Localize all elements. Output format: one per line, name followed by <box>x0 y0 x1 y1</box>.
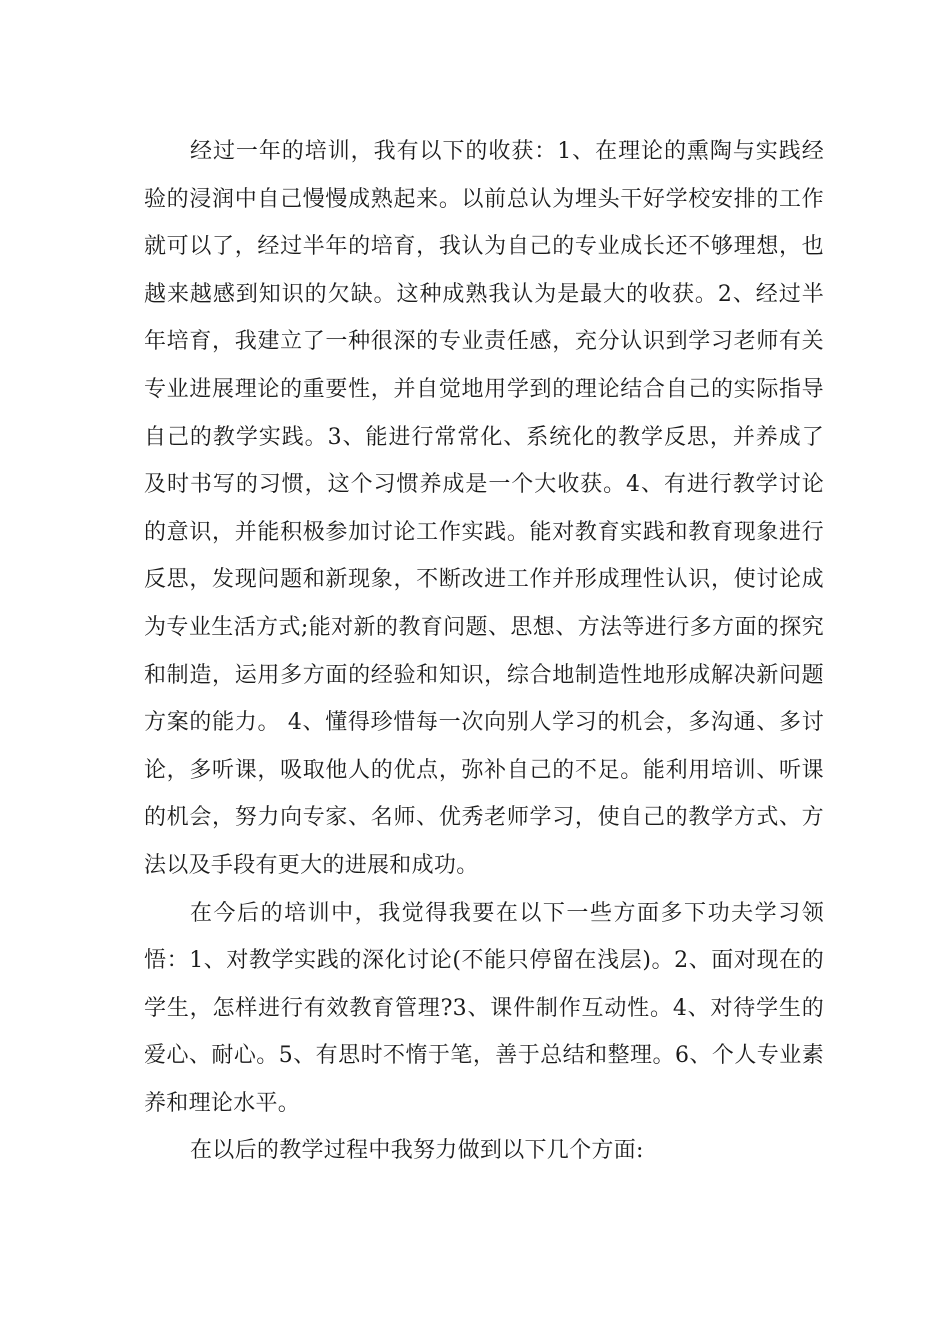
paragraph-future-training: 在今后的培训中，我觉得我要在以下一些方面多下功夫学习领悟：1、对教学实践的深化讨论(不能只停留在浅层)。2、面对现在的学生，怎样进行有效教育管理?3、课件制作互动性。4、对待学生的爱心、耐心。5、有思时不惰于笔，善于总结和整理。6、个人专业素养和理论水平。 <box>144 900 824 1116</box>
paragraph-future-teaching: 在以后的教学过程中我努力做到以下几个方面: <box>190 1138 644 1164</box>
document-body <box>144 128 824 1175</box>
paragraph-harvest: 经过一年的培训，我有以下的收获：1、在理论的熏陶与实践经验的浸润中自己慢慢成熟起来。以前总认为埋头干好学校安排的工作就可以了，经过半年的培育，我认为自己的专业成长还不够理想，也越来越感到知识的欠缺。这种成熟我认为是最大的收获。2、经过半年培育，我建立了一种很深的专业责任感，充分认识到学习老师有关专业进展理论的重要性，并自觉地用学到的理论结合自己的实际指导自己的教学实践。3、能进行常常化、系统化的教学反思，并养成了及时书写的习惯，这个习惯养成是一个大收获。4、有进行教学讨论的意识，并能积极参加讨论工作实践。能对教育实践和教育现象进行反思，发现问题和新现象，不断改进工作并形成理性认识，使讨论成为专业生活方式;能对新的教育问题、思想、方法等进行多方面的探究和制造，运用多方面的经验和知识，综合地制造性地形成解决新问题方案的能力。 4、懂得珍惜每一次向别人学习的机会，多沟通、多讨论，多听课，吸取他人的优点，弥补自己的不足。能利用培训、听课的机会，努力向专家、名师、优秀老师学习，使自己的教学方式、方法以及手段有更大的进展和成功。 <box>144 139 824 878</box>
